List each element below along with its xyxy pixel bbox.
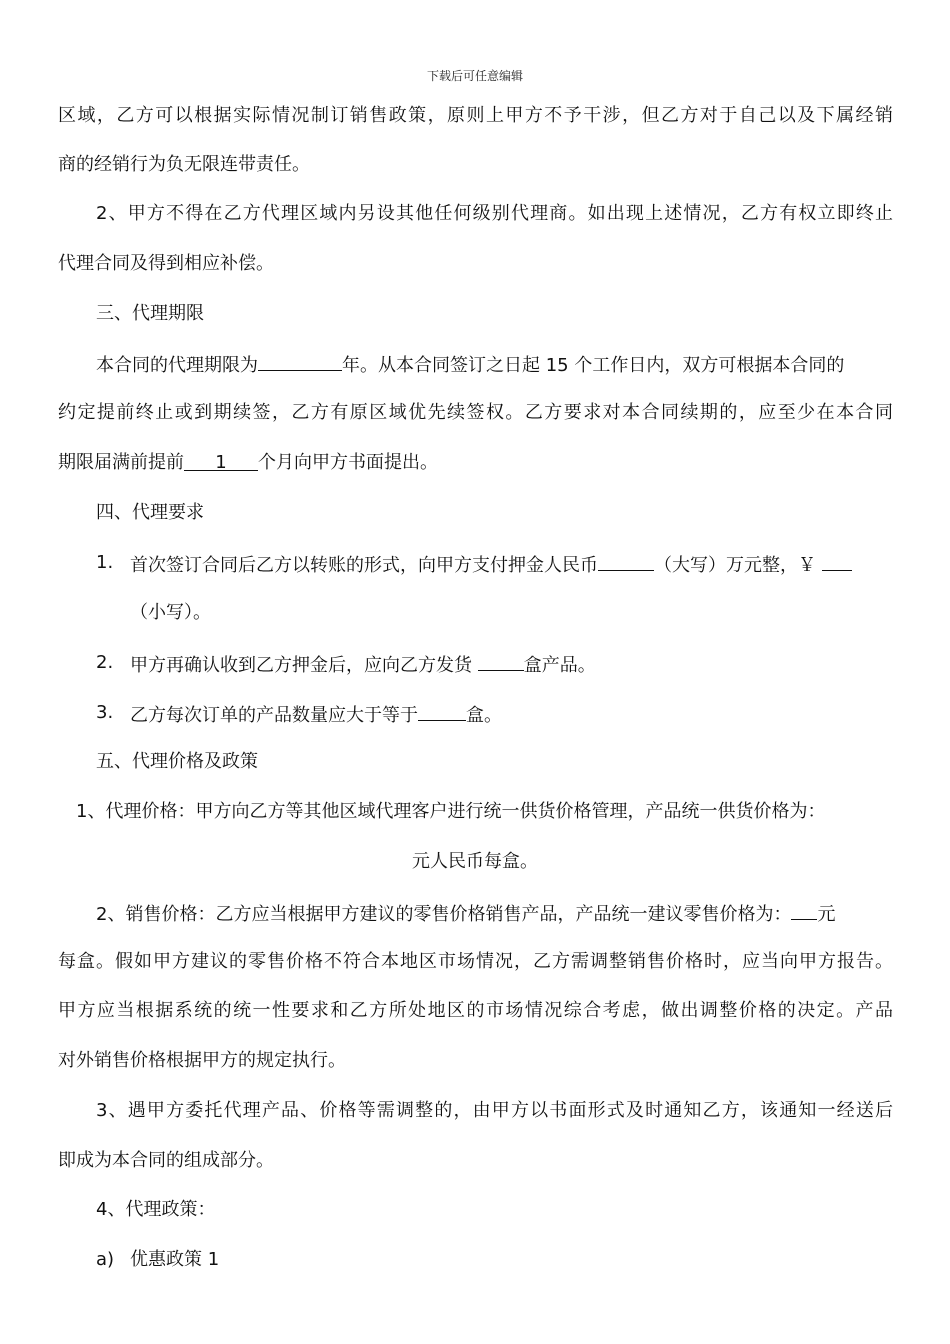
- blank-field: [822, 550, 852, 571]
- section-heading: 三、代理期限: [96, 303, 204, 324]
- text-segment: 盒产品。: [523, 655, 596, 676]
- list-item: [130, 700, 502, 729]
- paragraph-line: 约定提前终止或到期续签，乙方有原区域优先续签权。乙方要求对本合同续期的，应至少在本合同: [58, 402, 893, 423]
- paragraph-line: 2、甲方不得在乙方代理区域内另设其他任何级别代理商。如出现上述情况，乙方有权立即终止: [96, 203, 893, 224]
- blank-field: [184, 450, 258, 471]
- text-segment: 个月向甲方书面提出。: [258, 452, 438, 473]
- text-segment: 2、销售价格：乙方应当根据甲方建议的零售价格销售产品，产品统一建议零售价格为：: [96, 904, 792, 925]
- text-segment: 盒。: [466, 705, 502, 726]
- paragraph-line: 元人民币每盒。: [412, 851, 538, 872]
- paragraph-line: 即成为本合同的组成部分。: [58, 1150, 274, 1171]
- list-item: 优惠政策 1: [130, 1249, 220, 1270]
- paragraph-line: 4、代理政策：: [96, 1199, 216, 1220]
- blank-field: [791, 899, 817, 920]
- paragraph-line: 每盒。假如甲方建议的零售价格不符合本地区市场情况，乙方需调整销售价格时，应当向甲方报告。: [58, 951, 893, 972]
- paragraph-line: [96, 899, 835, 928]
- paragraph-line: 商的经销行为负无限连带责任。: [58, 154, 310, 175]
- section-heading: 四、代理要求: [96, 502, 204, 523]
- paragraph-line: [58, 450, 438, 476]
- text-segment: 年。从本合同签订之日起 15 个工作日内，双方可根据本合同的: [342, 355, 845, 376]
- text-segment: 期限届满前提前: [58, 452, 184, 473]
- paragraph-line: [96, 350, 844, 379]
- paragraph-line: 3、遇甲方委托代理产品、价格等需调整的，由甲方以书面形式及时通知乙方，该通知一经送后: [96, 1100, 893, 1121]
- text-segment: （大写）万元整，￥: [654, 555, 816, 576]
- list-item-number: 1.: [96, 552, 114, 573]
- paragraph-line: 1、代理价格：甲方向乙方等其他区域代理客户进行统一供货价格管理，产品统一供货价格为：: [76, 801, 826, 822]
- list-item: [130, 550, 852, 579]
- paragraph-line: 甲方应当根据系统的统一性要求和乙方所处地区的市场情况综合考虑，做出调整价格的决定。产品: [58, 1000, 893, 1021]
- list-item-label: a): [96, 1249, 115, 1270]
- paragraph-line: 代理合同及得到相应补偿。: [58, 253, 274, 274]
- list-item: [130, 650, 596, 679]
- text-segment: 甲方再确认收到乙方押金后，应向乙方发货: [130, 655, 472, 676]
- blank-field: [598, 550, 654, 571]
- paragraph-line: 对外销售价格根据甲方的规定执行。: [58, 1050, 346, 1071]
- blank-field: [258, 350, 342, 371]
- text-segment: 本合同的代理期限为: [96, 355, 258, 376]
- text-segment: 首次签订合同后乙方以转账的形式，向甲方支付押金人民币: [130, 555, 598, 576]
- text-segment: 元: [817, 904, 836, 925]
- page-header: 下载后可任意编辑: [426, 69, 523, 83]
- filled-value: 1: [215, 452, 227, 473]
- list-item-number: 3.: [96, 702, 114, 723]
- paragraph-line: 区域，乙方可以根据实际情况制订销售政策，原则上甲方不予干涉，但乙方对于自己以及下属经销: [58, 105, 893, 126]
- section-heading: 五、代理价格及政策: [96, 751, 258, 772]
- list-item-number: 2.: [96, 652, 114, 673]
- text-segment: 乙方每次订单的产品数量应大于等于: [130, 705, 418, 726]
- list-item-continuation: （小写）。: [130, 602, 211, 623]
- blank-field: [478, 650, 524, 671]
- blank-field: [418, 700, 466, 721]
